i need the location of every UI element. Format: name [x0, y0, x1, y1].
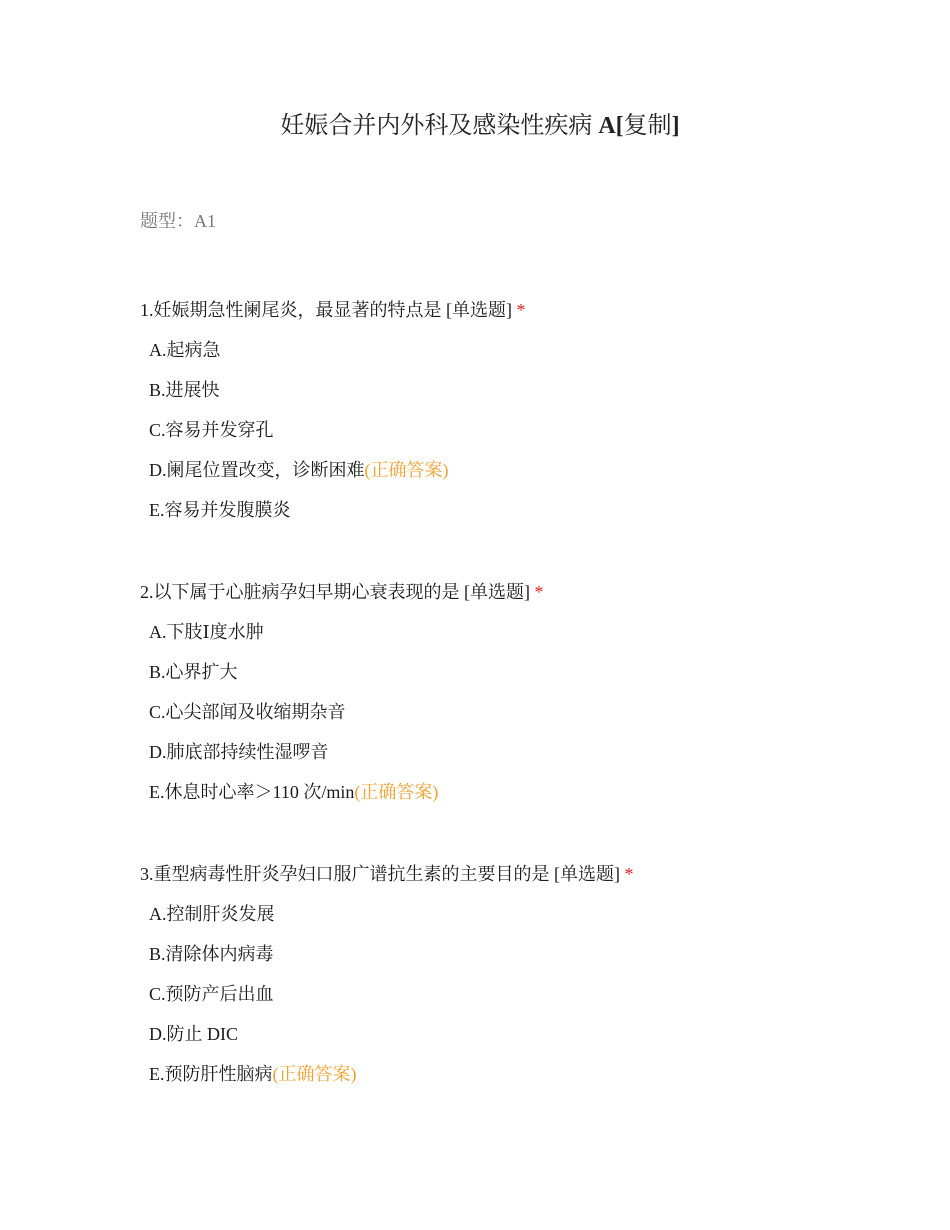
option-d: [149, 1021, 900, 1061]
option-text: C.预防产后出血: [149, 984, 274, 1004]
option-d: [149, 739, 900, 779]
question-text: 3.重型病毒性肝炎孕妇口服广谱抗生素的主要目的是: [140, 864, 554, 884]
option-text: C.心尖部闻及收缩期杂音: [149, 702, 346, 722]
option-text: B.清除体内病毒: [149, 944, 274, 964]
option-e: [149, 497, 900, 537]
question-2: [140, 579, 900, 819]
option-text: B.心界扩大: [149, 662, 238, 682]
option-text: D.阑尾位置改变，诊断困难: [149, 460, 365, 480]
question-stem: [140, 297, 900, 323]
option-b: [149, 659, 900, 699]
question-text: 1.妊娠期急性阑尾炎，最显著的特点是: [140, 300, 446, 320]
correct-answer-tag: (正确答案): [364, 460, 449, 480]
question-1: [140, 297, 900, 537]
question-3: [140, 861, 900, 1101]
question-stem: [140, 579, 900, 605]
option-text: D.肺底部持续性湿啰音: [149, 742, 329, 762]
option-b: [149, 377, 900, 417]
question-type-label: 题型：A1: [140, 211, 216, 231]
required-mark: *: [624, 864, 634, 884]
option-d: [149, 457, 900, 497]
option-c: [149, 981, 900, 1021]
option-text: B.进展快: [149, 380, 220, 400]
option-c: [149, 417, 900, 457]
option-text: A.下肢Ⅰ度水肿: [149, 622, 264, 642]
document-title: [0, 110, 950, 142]
option-a: [149, 337, 900, 377]
option-e: [149, 1061, 900, 1101]
correct-answer-tag: (正确答案): [272, 1064, 357, 1084]
option-text: C.容易并发穿孔: [149, 420, 274, 440]
options-list: [149, 901, 900, 1101]
question-text: 2.以下属于心脏病孕妇早期心衰表现的是: [140, 582, 464, 602]
option-a: [149, 901, 900, 941]
correct-answer-tag: (正确答案): [354, 782, 439, 802]
required-mark: *: [516, 300, 526, 320]
option-text: E.预防肝性脑病: [149, 1064, 273, 1084]
option-text: E.休息时心率＞110 次/min: [149, 782, 355, 802]
option-text: A.起病急: [149, 340, 221, 360]
required-mark: *: [534, 582, 544, 602]
option-text: D.防止 DIC: [149, 1024, 238, 1044]
question-stem: [140, 861, 900, 887]
option-c: [149, 699, 900, 739]
option-b: [149, 941, 900, 981]
question-kind: [单选题]: [554, 864, 620, 884]
title-middle: 复制: [623, 113, 672, 139]
options-list: [149, 619, 900, 819]
option-e: [149, 779, 900, 819]
title-prefix: 妊娠合并内外科及感染性疾病: [280, 113, 599, 139]
title-bold-a: A[: [598, 113, 624, 139]
question-kind: [单选题]: [446, 300, 512, 320]
option-a: [149, 619, 900, 659]
option-text: E.容易并发腹膜炎: [149, 500, 291, 520]
options-list: [149, 337, 900, 537]
title-bold-close: ]: [671, 113, 680, 139]
option-text: A.控制肝炎发展: [149, 904, 275, 924]
question-kind: [单选题]: [464, 582, 530, 602]
